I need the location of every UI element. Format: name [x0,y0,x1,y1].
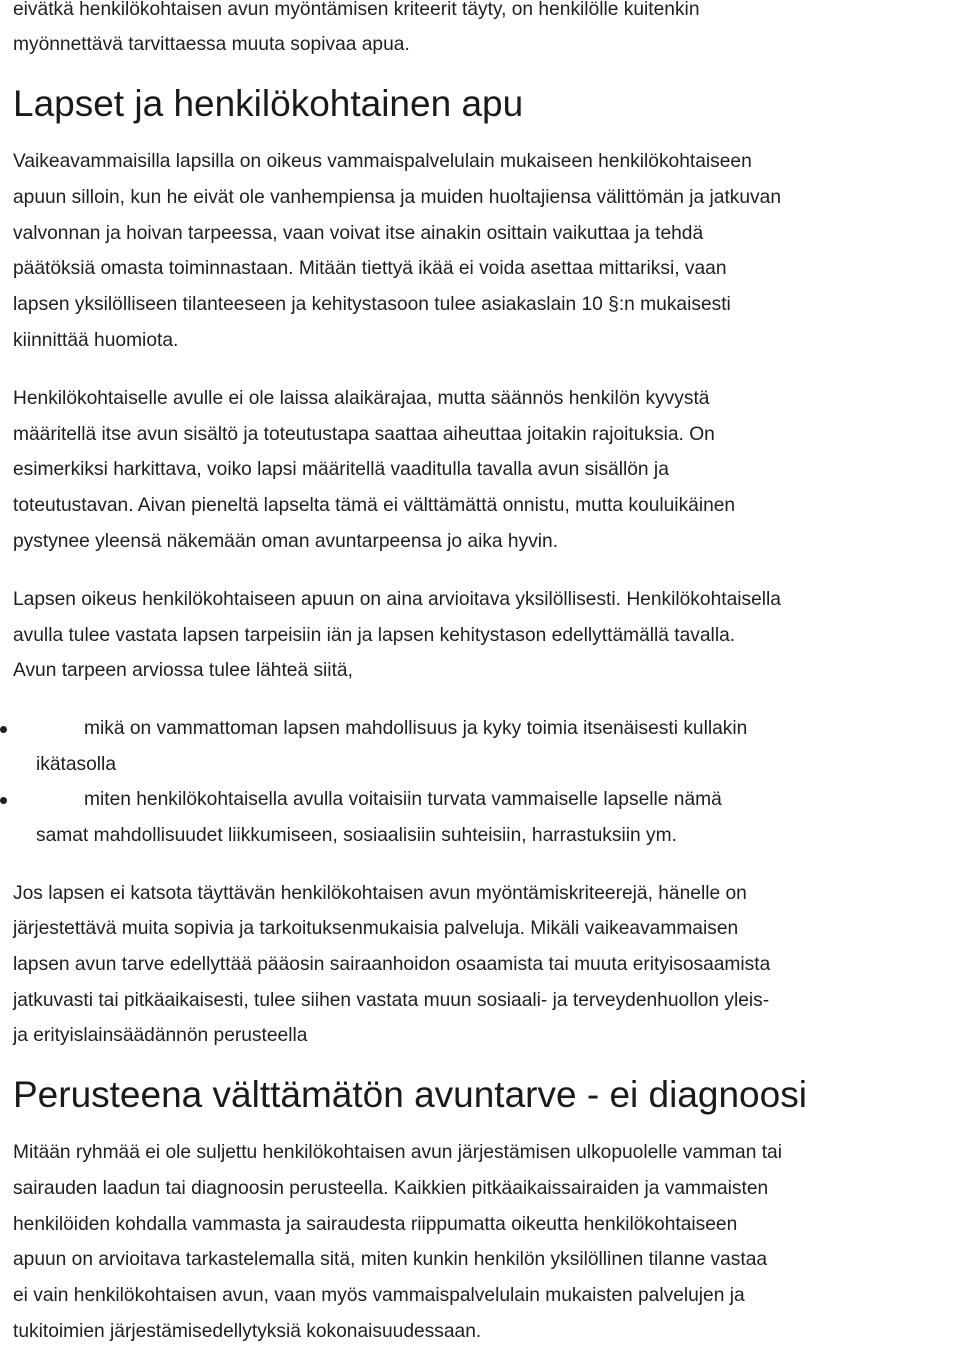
paragraph-line: henkilöiden kohdalla vammasta ja sairaudesta riippumatta oikeutta henkilökohtaiseen [13,1214,738,1235]
section-heading-perusteena: Perusteena välttämätön avuntarve - ei diagnoosi [13,1074,807,1115]
paragraph-line: Lapsen oikeus henkilökohtaiseen apuun on aina arvioitava yksilöllisesti. Henkilökohtaisella [13,589,781,610]
paragraph-line: avulla tulee vastata lapsen tarpeisiin iän ja lapsen kehitystason edellyttämällä tavalla. [13,625,736,646]
paragraph-line: jatkuvasti tai pitkäaikaisesti, tulee siihen vastata muun sosiaali- ja terveydenhuollon yleis- [13,990,770,1011]
intro-line-1: eivätkä henkilökohtaisen avun myöntämisen kriteerit täyty, on henkilölle kuitenkin [13,0,700,20]
paragraph-line: sairauden laadun tai diagnoosin perusteella. Kaikkien pitkäaikaissairaiden ja vammaisten [13,1178,769,1199]
paragraph-line: ja erityislainsäädännön perusteella [13,1025,308,1046]
list-item-line: ikätasolla [36,754,116,775]
list-item-line: miten henkilökohtaisella avulla voitaisiin turvata vammaiselle lapselle nämä [84,789,722,810]
intro-line-2: myönnettävä tarvittaessa muuta sopivaa apua. [13,34,410,55]
paragraph-line: apuun silloin, kun he eivät ole vanhempiensa ja muiden huoltajiensa välittömän ja jatkuvan [13,187,781,208]
paragraph-line: päätöksiä omasta toiminnastaan. Mitään tiettyä ikää ei voida asettaa mittariksi, vaan [13,258,727,279]
paragraph-line: Jos lapsen ei katsota täyttävän henkilökohtaisen avun myöntämiskriteerejä, hänelle on [13,883,747,904]
list-item-line: mikä on vammattoman lapsen mahdollisuus ja kyky toimia itsenäisesti kullakin [84,718,748,739]
paragraph-line: apuun on arvioitava tarkastelemalla sitä, miten kunkin henkilön yksilöllinen tilanne vastaa [13,1249,768,1270]
paragraph-line: lapsen yksilölliseen tilanteeseen ja kehitystasoon tulee asiakaslain 10 §:n mukaisesti [13,294,731,315]
paragraph-line: Avun tarpeen arviossa tulee lähteä siitä, [13,660,353,681]
paragraph-line: pystynee yleensä näkemään oman avuntarpeensa jo aika hyvin. [13,531,559,552]
section-heading-lapset: Lapset ja henkilökohtainen apu [13,83,524,124]
bullet-icon [0,797,7,804]
paragraph-line: toteutustavan. Aivan pieneltä lapselta tämä ei välttämättä onnistu, mutta kouluikäinen [13,495,736,516]
paragraph-line: Vaikeavammaisilla lapsilla on oikeus vammaispalvelulain mukaiseen henkilökohtaiseen [13,151,752,172]
paragraph-line: esimerkiksi harkittava, voiko lapsi määritellä vaaditulla tavalla avun sisällön ja [13,459,669,480]
paragraph-line: Henkilökohtaiselle avulle ei ole laissa alaikärajaa, mutta säännös henkilön kyvystä [13,388,710,409]
paragraph-line: Mitään ryhmää ei ole suljettu henkilökohtaisen avun järjestämisen ulkopuolelle vamman tai [13,1142,782,1163]
paragraph-line: lapsen avun tarve edellyttää pääosin sairaanhoidon osaamista tai muuta erityisosaamista [13,954,771,975]
list-item-line: samat mahdollisuudet liikkumiseen, sosiaalisiin suhteisiin, harrastuksiin ym. [36,825,677,846]
paragraph-line: ei vain henkilökohtaisen avun, vaan myös vammaispalvelulain mukaisten palvelujen ja [13,1285,745,1306]
paragraph-line: valvonnan ja hoivan tarpeessa, vaan voivat itse ainakin osittain vaikuttaa ja tehdä [13,223,704,244]
paragraph-line: kiinnittää huomiota. [13,330,179,351]
paragraph-line: järjestettävä muita sopivia ja tarkoituksenmukaisia palveluja. Mikäli vaikeavammaisen [13,918,739,939]
paragraph-line: määritellä itse avun sisältö ja toteutustapa saattaa aiheuttaa joitakin rajoituksia. On [13,424,715,445]
bullet-icon [0,726,7,733]
paragraph-line: tukitoimien järjestämisedellytyksiä kokonaisuudessaan. [13,1321,482,1342]
